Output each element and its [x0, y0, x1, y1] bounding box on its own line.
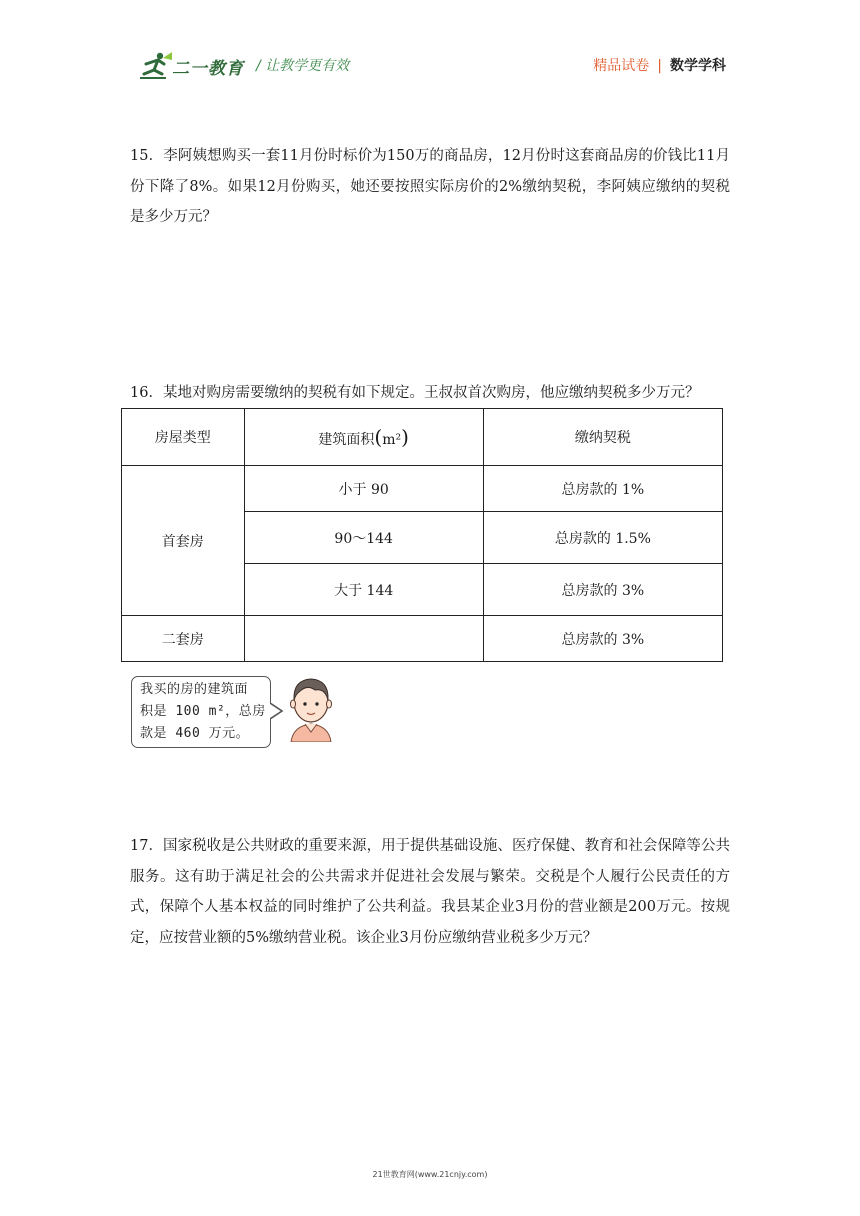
area-cell: 90～144 [244, 512, 483, 564]
header-cell-type: 房屋类型 [122, 409, 245, 466]
table-header-row [122, 409, 723, 466]
area-cell [244, 616, 483, 662]
header-cell-area: 建筑面积(m²) [244, 409, 483, 466]
header-separator: | [657, 58, 662, 74]
logo-text: 二一教育 [172, 59, 244, 79]
tax-cell: 总房款的 1.5% [483, 512, 722, 564]
header-cell-tax: 缴纳契税 [483, 409, 722, 466]
table-row [122, 616, 723, 662]
speech-bubble [131, 676, 271, 748]
table-row [122, 466, 723, 512]
page-header [0, 0, 860, 110]
header-slogan: / 让教学更有效 [256, 58, 350, 74]
second-home-cell: 二套房 [122, 616, 245, 662]
area-label: 建筑面积 [318, 432, 375, 448]
page-footer: 21世教育网(www.21cnjy.com) [372, 1170, 488, 1179]
header-subject: 数学学科 [670, 58, 726, 74]
header-right [593, 55, 726, 75]
first-home-cell: 首套房 [122, 466, 245, 616]
header-label: 精品试卷 [593, 58, 650, 74]
tax-rules-table [121, 408, 723, 662]
question-15: 15．李阿姨想购买一套11月份时标价为150万的商品房，12月份时这套商品房的价钱比11月份下降了8%。如果12月份购买，她还要按照实际房价的2%缴纳契税，李阿姨应缴纳的契税是多少万元？ [130, 148, 730, 225]
bubble-line: 我买的房的建筑面 [140, 682, 249, 697]
speech-bubble-tail-icon [270, 703, 284, 719]
tax-cell: 总房款的 3% [483, 616, 722, 662]
area-cell: 大于 144 [244, 564, 483, 616]
boy-illustration-icon [285, 670, 337, 742]
question-17: 17．国家税收是公共财政的重要来源，用于提供基础设施、医疗保健、教育和社会保障等公共服务。这有助于满足社会的公共需求并促进社会发展与繁荣。交税是个人履行公民责任的方式，保障个人基本权益的同时维护了公共利益。我县某企业3月份的营业额是200万元。按规定，应按营业额的5%缴纳营业税。该企业3月份应缴纳营业税多少万元？ [130, 838, 730, 946]
area-unit: m² [382, 432, 402, 448]
tax-cell: 总房款的 1% [483, 466, 722, 512]
area-cell: 小于 90 [244, 466, 483, 512]
bubble-line: 积是 100 m²，总房 [140, 704, 266, 719]
tax-cell: 总房款的 3% [483, 564, 722, 616]
bubble-line: 款是 460 万元。 [140, 726, 250, 741]
question-16: 16．某地对购房需要缴纳的契税有如下规定。王叔叔首次购房，他应缴纳契税多少万元？ [130, 385, 700, 401]
